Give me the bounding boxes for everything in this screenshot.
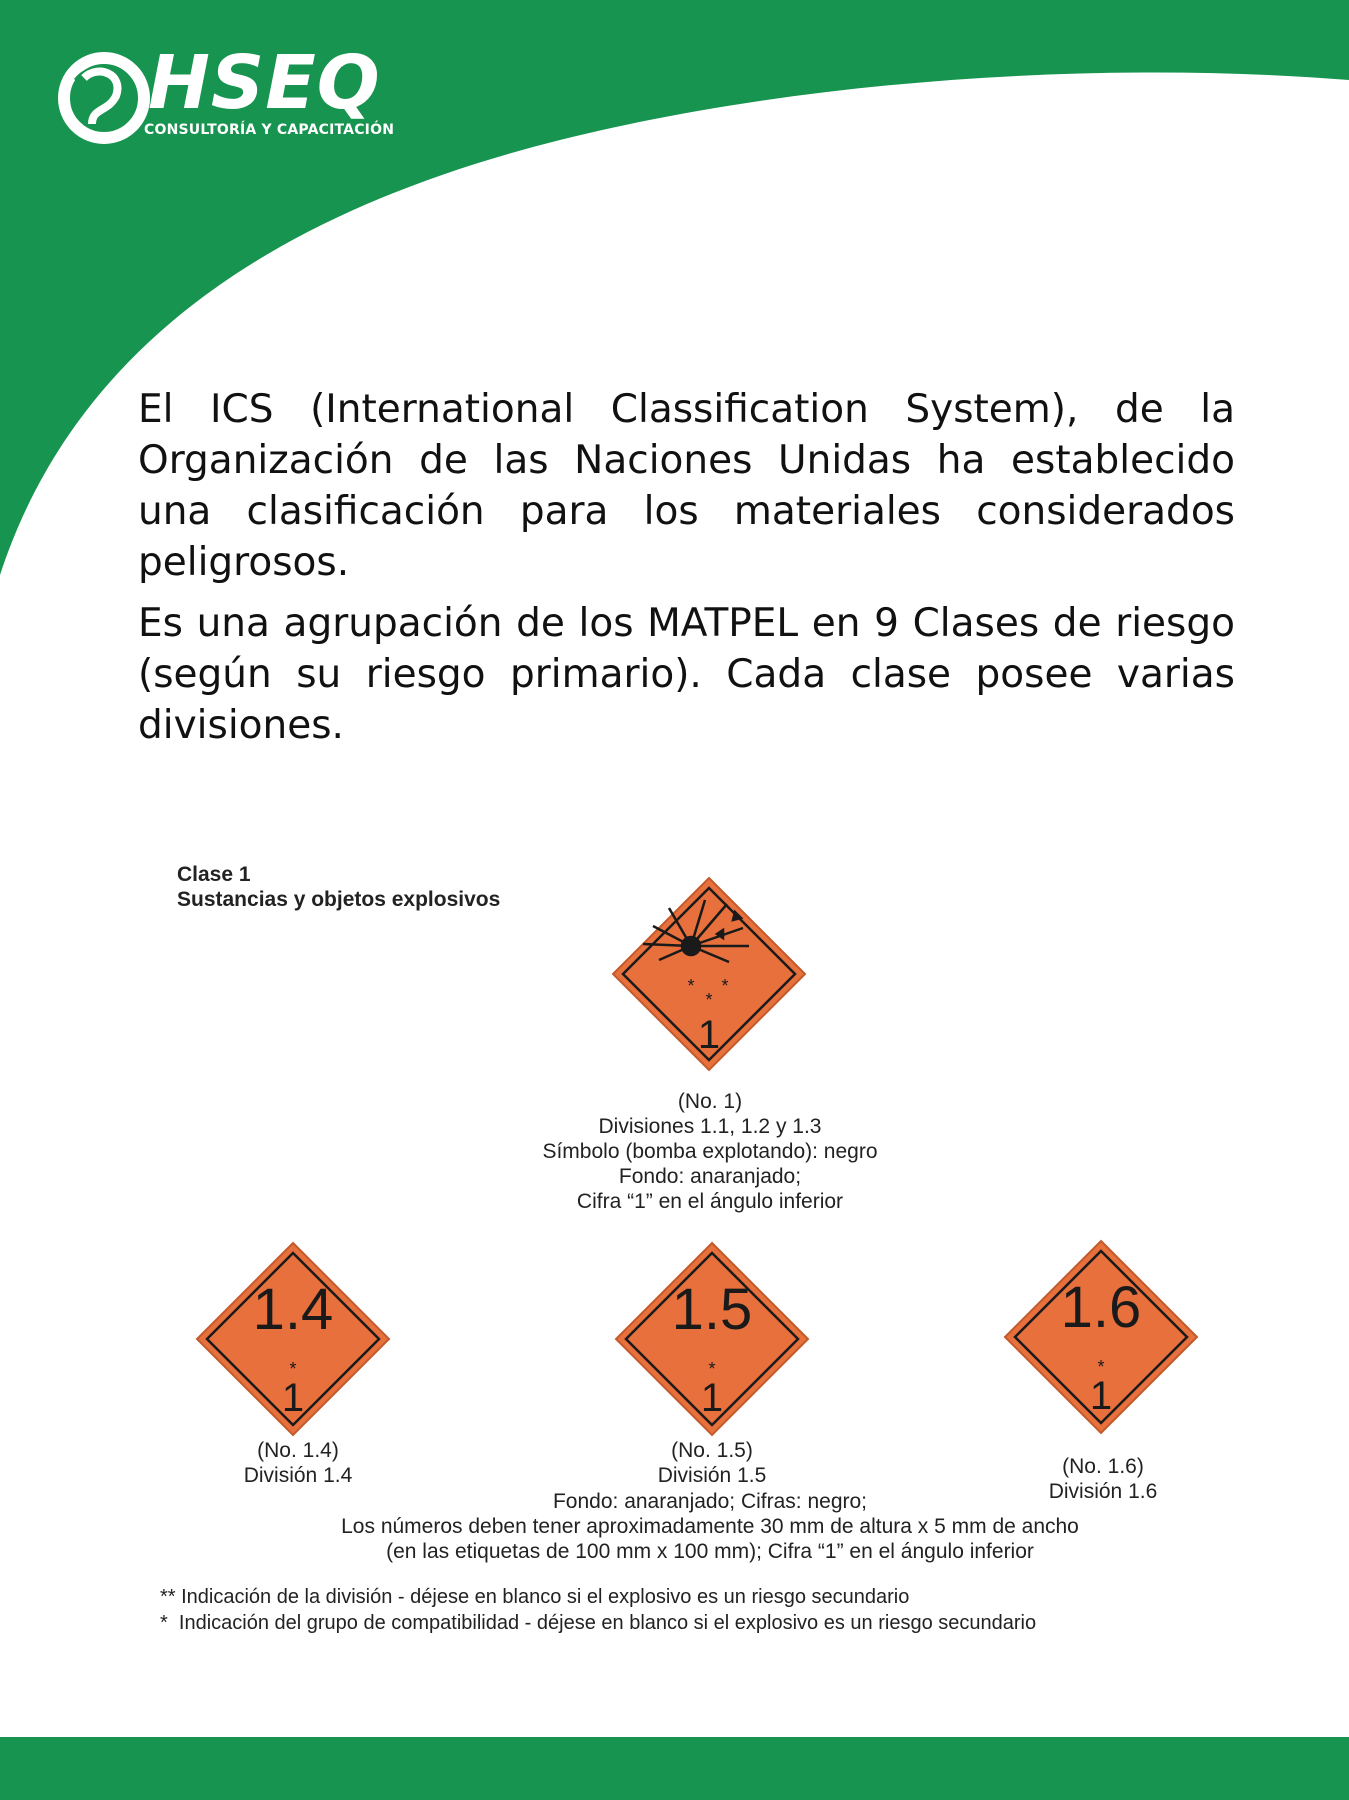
logo-wordmark: HSEQ [148, 40, 381, 126]
footnotes [160, 1584, 1036, 1636]
svg-text:*: * [1097, 1357, 1105, 1377]
main-placard [609, 874, 809, 1074]
placard-digit: 1 [281, 1376, 305, 1420]
main-caption-line: Cifra “1” en el ángulo inferior [576, 1190, 844, 1213]
shared-caption [240, 1489, 1180, 1564]
caption-line: (No. 1.5) [671, 1439, 753, 1462]
svg-text:*: * [289, 1359, 297, 1379]
footer-bar [0, 1737, 1349, 1800]
intro-text [138, 384, 1235, 761]
placard-digit: 1 [1089, 1374, 1113, 1418]
caption-line: División 1.6 [1048, 1480, 1158, 1503]
class-name: Sustancias y objetos explosivos [177, 888, 501, 911]
caption-line: (No. 1.6) [1062, 1455, 1144, 1478]
placard-number: 1.5 [671, 1277, 753, 1342]
placard-division-1-5 [612, 1239, 812, 1439]
intro-paragraph-2: Es una agrupación de los MATPEL en 9 Clases de riesgo (según su riesgo primario). Cada clase posee varias divisiones. [138, 601, 1235, 748]
placard-number: 1.6 [1060, 1275, 1142, 1340]
main-caption-line: (No. 1) [677, 1090, 743, 1113]
placard-number: 1.4 [252, 1277, 334, 1342]
class-label: Clase 1 [177, 863, 251, 886]
main-caption-line: Símbolo (bomba explotando): negro [542, 1140, 878, 1163]
main-placard-caption [500, 1089, 920, 1214]
logo-tagline: CONSULTORÍA Y CAPACITACIÓN [144, 122, 395, 138]
footnote: * Indicación del grupo de compatibilidad - déjese en blanco si el explosivo es un riesgo secundario [160, 1612, 1037, 1634]
svg-text:*: * [721, 976, 729, 996]
svg-text:*: * [708, 1359, 716, 1379]
placard-division-1-4 [193, 1239, 393, 1439]
svg-text:*: * [705, 990, 713, 1010]
main-caption-line: Fondo: anaranjado; [618, 1165, 802, 1188]
footnote: ** Indicación de la división - déjese en blanco si el explosivo es un riesgo secundario [160, 1586, 910, 1608]
main-placard-digit: 1 [697, 1013, 721, 1057]
caption-division-1-4 [198, 1438, 398, 1488]
shared-caption-line: (en las etiquetas de 100 mm x 100 mm); Cifra “1” en el ángulo inferior [386, 1540, 1034, 1563]
caption-line: (No. 1.4) [257, 1439, 339, 1462]
caption-line: División 1.4 [243, 1464, 353, 1487]
main-caption-line: Divisiones 1.1, 1.2 y 1.3 [598, 1115, 822, 1138]
class-title [177, 862, 500, 912]
placard-digit: 1 [700, 1376, 724, 1420]
caption-line: División 1.5 [657, 1464, 767, 1487]
intro-paragraph-1: El ICS (International Classification System), de la Organización de las Naciones Unidas ha establecido una clasificación para los materiales considerados peligrosos. [138, 387, 1235, 585]
shared-caption-line: Fondo: anaranjado; Cifras: negro; [552, 1490, 868, 1513]
hseq-logo-mark-icon [58, 52, 150, 144]
caption-division-1-5 [612, 1438, 812, 1488]
hseq-logo [58, 40, 398, 148]
placard-division-1-6 [1001, 1237, 1201, 1437]
svg-text:*: * [687, 976, 695, 996]
shared-caption-line: Los números deben tener aproximadamente 30 mm de altura x 5 mm de ancho [341, 1515, 1079, 1538]
